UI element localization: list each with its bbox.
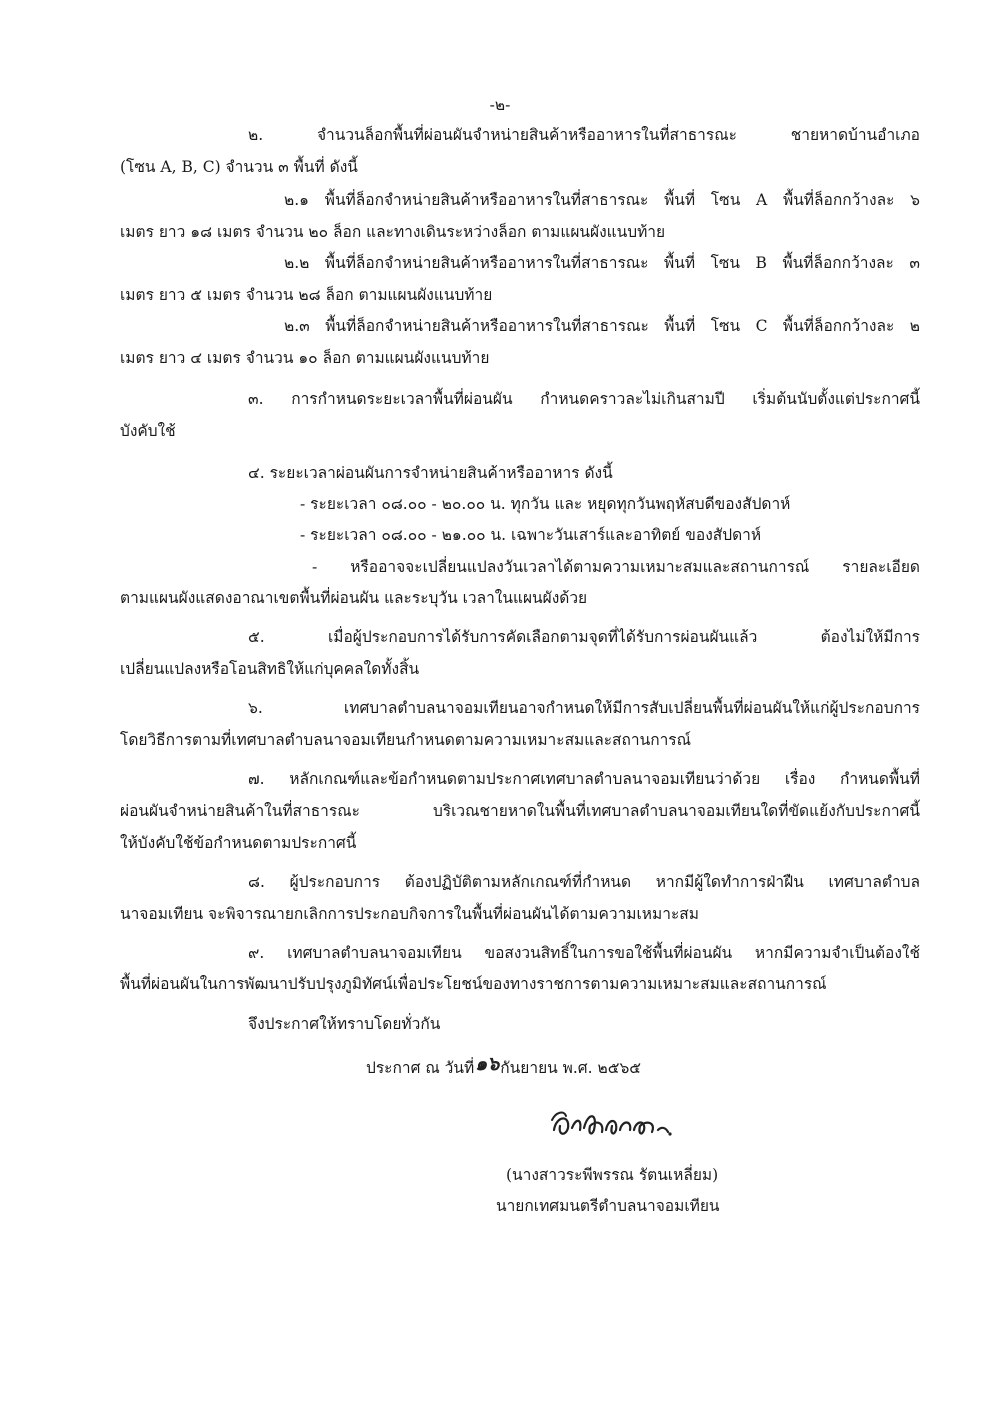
item7-line3: ให้บังคับใช้ข้อกำหนดตามประกาศนี้ — [120, 834, 357, 852]
item2-sub3-line1: ๒.๓ พื้นที่ล็อกจำหน่ายสินค้าหรืออาหารในที่สาธารณะ พื้นที่ โซน C พื้นที่ล็อกกว้างละ ๒ — [284, 317, 920, 335]
item4-bullet2: - ระยะเวลา ๐๘.๐๐ - ๒๑.๐๐ น. เฉพาะวันเสาร์และอาทิตย์ ของสัปดาห์ — [300, 526, 762, 544]
item2-sub2-line1: ๒.๒ พื้นที่ล็อกจำหน่ายสินค้าหรืออาหารในที่สาธารณะ พื้นที่ โซน B พื้นที่ล็อกกว้างละ ๓ — [284, 254, 920, 272]
item3-line2: บังคับใช้ — [120, 422, 176, 440]
announce-date — [366, 1053, 642, 1077]
item2-line1: ๒. จำนวนล็อกพื้นที่ผ่อนผันจำหน่ายสินค้าหรืออาหารในที่สาธารณะ ชายหาดบ้านอำเภอ — [248, 126, 920, 144]
signer-name: (นางสาวระพีพรรณ รัตนเหลี่ยม) — [506, 1166, 719, 1184]
item2-sub1-line1: ๒.๑ พื้นที่ล็อกจำหน่ายสินค้าหรืออาหารในที่สาธารณะ พื้นที่ โซน A พื้นที่ล็อกกว้างละ ๖ — [284, 191, 920, 209]
item4-bullet1: - ระยะเวลา ๐๘.๐๐ - ๒๐.๐๐ น. ทุกวัน และ หยุดทุกวันพฤหัสบดีของสัปดาห์ — [300, 495, 791, 513]
announce-suffix: กันยายน พ.ศ. ๒๕๖๕ — [500, 1059, 642, 1077]
item2-sub1-line2: เมตร ยาว ๑๘ เมตร จำนวน ๒๐ ล็อก และทางเดินระหว่างล็อก ตามแผนผังแนบท้าย — [120, 223, 666, 241]
item2-line2: (โซน A, B, C) จำนวน ๓ พื้นที่ ดังนี้ — [120, 158, 358, 176]
item3-line1: ๓. การกำหนดระยะเวลาพื้นที่ผ่อนผัน กำหนดคราวละไม่เกินสามปี เริ่มต้นนับตั้งแต่ประกาศนี้ — [248, 390, 920, 408]
item5-line1: ๕. เมื่อผู้ประกอบการได้รับการคัดเลือกตามจุดที่ได้รับการผ่อนผันแล้ว ต้องไม่ให้มีการ — [248, 628, 920, 646]
item2-sub2-line2: เมตร ยาว ๕ เมตร จำนวน ๒๘ ล็อก ตามแผนผังแนบท้าย — [120, 286, 493, 304]
item2-sub3-line2: เมตร ยาว ๔ เมตร จำนวน ๑๐ ล็อก ตามแผนผังแนบท้าย — [120, 349, 490, 367]
closing-statement: จึงประกาศให้ทราบโดยทั่วกัน — [248, 1015, 441, 1033]
item9-line1: ๙. เทศบาลตำบลนาจอมเทียน ขอสงวนสิทธิ์ในการขอใช้พื้นที่ผ่อนผัน หากมีความจำเป็นต้องใช้ — [248, 944, 920, 962]
item7-line2: ผ่อนผันจำหน่ายสินค้าในที่สาธารณะ บริเวณชายหาดในพื้นที่เทศบาลตำบลนาจอมเทียนใดที่ขัดแย้งกับประกาศนี้ — [120, 802, 920, 820]
item6-line1: ๖. เทศบาลตำบลนาจอมเทียนอาจกำหนดให้มีการสับเปลี่ยนพื้นที่ผ่อนผันให้แก่ผู้ประกอบการ — [248, 699, 920, 717]
item4-line1: ๔. ระยะเวลาผ่อนผันการจำหน่ายสินค้าหรืออาหาร ดังนี้ — [248, 464, 613, 482]
item4-bullet3-line1: - หรืออาจจะเปลี่ยนแปลงวันเวลาได้ตามความเหมาะสมและสถานการณ์ รายละเอียด — [312, 558, 920, 576]
announce-day: ๑๖ — [475, 1053, 500, 1075]
page-number: -๒- — [489, 96, 511, 114]
item8-line2: นาจอมเทียน จะพิจารณายกเลิกการประกอบกิจการในพื้นที่ผ่อนผันได้ตามความเหมาะสม — [120, 905, 699, 923]
signer-title: นายกเทศมนตรีตำบลนาจอมเทียน — [496, 1197, 720, 1215]
item4-bullet3-line2: ตามแผนผังแสดงอาณาเขตพื้นที่ผ่อนผัน และระบุวัน เวลาในแผนผังด้วย — [120, 589, 588, 607]
announce-prefix: ประกาศ ณ วันที่ — [366, 1059, 475, 1077]
item9-line2: พื้นที่ผ่อนผันในการพัฒนาปรับปรุงภูมิทัศน์เพื่อประโยชน์ของทางราชการตามความเหมาะสมและสถานการณ์ — [120, 975, 827, 993]
item8-line1: ๘. ผู้ประกอบการ ต้องปฏิบัติตามหลักเกณฑ์ที่กำหนด หากมีผู้ใดทำการฝ่าฝืน เทศบาลตำบล — [248, 873, 920, 891]
signature — [548, 1098, 673, 1145]
item6-line2: โดยวิธีการตามที่เทศบาลตำบลนาจอมเทียนกำหนดตามความเหมาะสมและสถานการณ์ — [120, 731, 691, 749]
item7-line1: ๗. หลักเกณฑ์และข้อกำหนดตามประกาศเทศบาลตำบลนาจอมเทียนว่าด้วย เรื่อง กำหนดพื้นที่ — [248, 770, 920, 788]
signature-graphic — [548, 1098, 678, 1148]
item5-line2: เปลี่ยนแปลงหรือโอนสิทธิให้แก่บุคคลใดทั้งสิ้น — [120, 660, 420, 678]
